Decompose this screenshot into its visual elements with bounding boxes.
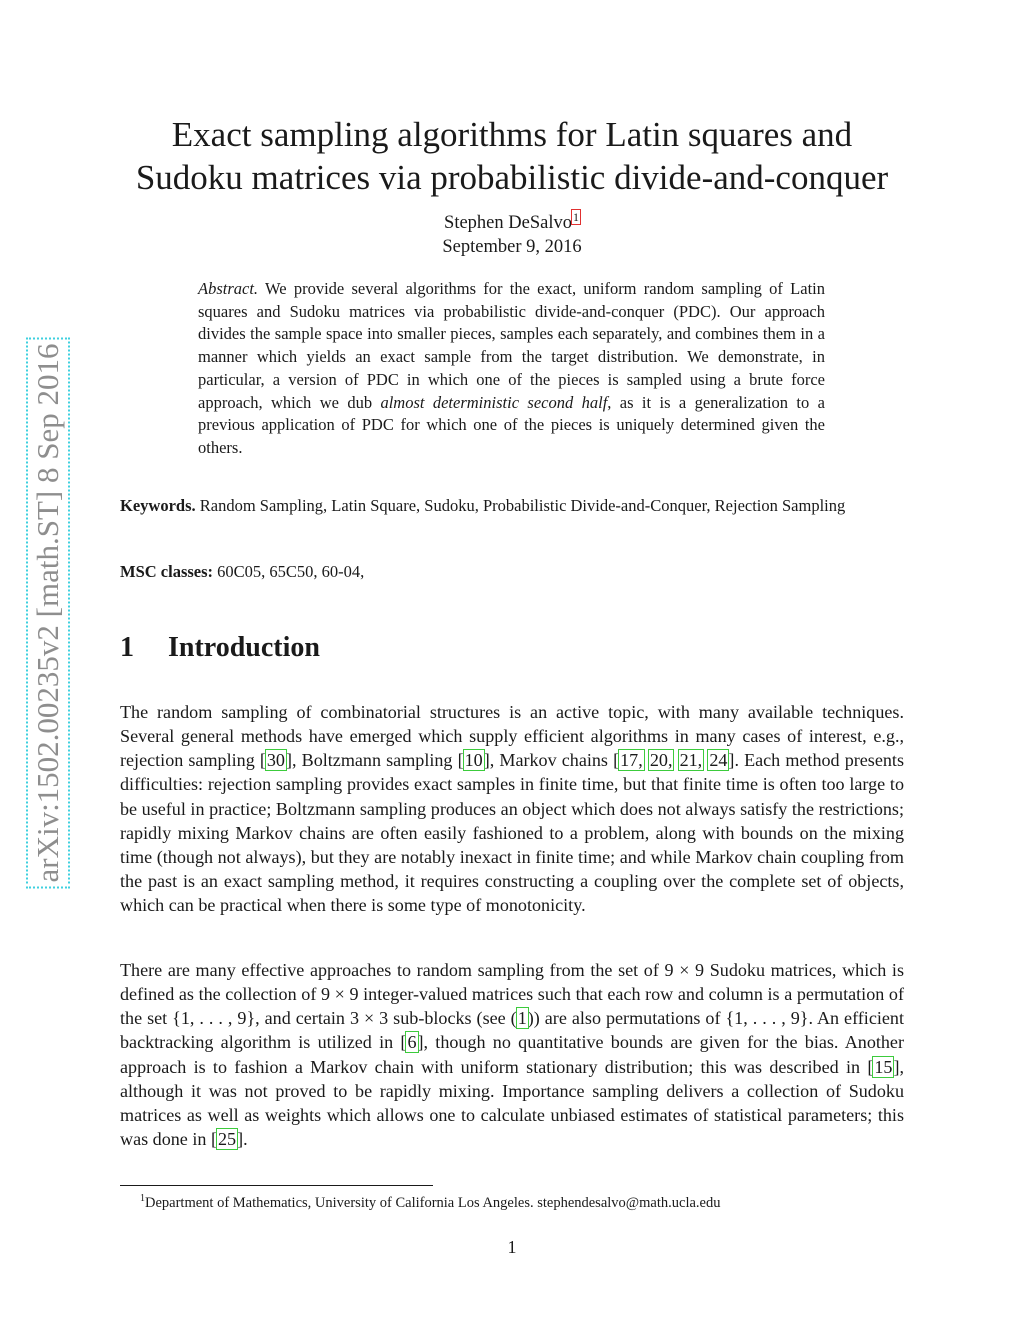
p1-text-1: The random sampling of combinatorial structures is an active topic, with many available techniques. Several general methods have emerged which supply efficient algorithms in many cases of interest, e.g., rejection sampling <box>120 702 904 771</box>
section-heading <box>120 630 320 666</box>
p1-text-4: . Each method presents difficulties: rejection sampling provides exact samples in finite time, but that finite time is often too large to be useful in practice; Boltzmann sampling produces an object which does not always satisfy the restrictions; rapidly mixing Markov chains are often easily fashioned to a problem, along with bounds on the mixing time (though not always), but they are notably inexact in finite time; and while Markov chain coupling from the past is an exact sampling method, it requires constructing a coupling over the complete set of objects, which can be practical when there is some type of monotonicity. <box>120 750 904 916</box>
citation-17[interactable]: 17, <box>620 750 643 771</box>
keywords-text: Random Sampling, Latin Square, Sudoku, Probabilistic Divide-and-Conquer, Rejection Sampling <box>195 496 846 515</box>
p2-text-2: )) are also permutations of {1, . . . , 9}. An efficient backtracking algorithm is utilized in <box>120 1008 904 1053</box>
intro-paragraph-1: The random sampling of combinatorial structures is an active topic, with many available techniques. Several general methods have emerged which supply efficient algorithms in many cases of interest, e.g., rejection sampling [30], Boltzmann sampling [10], Markov chains [17, 20, 21, 24]. Each method presents difficulties: rejection sampling provides exact samples in finite time, but that finite time is often too large to be useful in practice; Boltzmann sampling produces an object which does not always satisfy the restrictions; rapidly mixing Markov chains are often easily fashioned to a problem, along with bounds on the mixing time (though not always), but they are notably inexact in finite time; and while Markov chain coupling from the past is an exact sampling method, it requires constructing a coupling over the complete set of objects, which can be practical when there is some type of monotonicity. <box>120 702 904 916</box>
equation-ref-1[interactable]: 1 <box>517 1008 527 1029</box>
arxiv-stamp[interactable] <box>28 310 68 915</box>
msc-label: MSC classes: <box>120 562 214 581</box>
author-name: Stephen DeSalvo <box>444 213 572 234</box>
p2-text-3: , though no quantitative bounds are given for the bias. Another approach is to fashion a Markov chain with uniform stationary distribution; this was described in <box>120 1032 904 1077</box>
title-line-2: Sudoku matrices via probabilistic divide-and-conquer <box>135 158 889 197</box>
abstract-text-1: We provide several algorithms for the exact, uniform random sampling of Latin squares and Sudoku matrices via probabilistic divide-and-conquer (PDC). Our approach divides the sample space into smaller pieces, samples each separately, and combines them in a manner which yields an exact sample from the target distribution. We demonstrate, in particular, a version of PDC in which one of the pieces is sampled using a brute force approach, which we dub <box>198 279 825 412</box>
citation-10[interactable]: 10 <box>464 750 483 771</box>
section-title: Introduction <box>168 632 320 663</box>
page-number: 1 <box>507 1237 517 1257</box>
p2-text-4: , although it was not proved to be rapidly mixing. Importance sampling delivers a collection of Sudoku matrices as well as weights which allows one to calculate unbiased estimates of statistical parameters; this was done in <box>120 1056 904 1150</box>
footnote <box>120 1189 904 1213</box>
abstract <box>198 278 825 460</box>
abstract-label: Abstract. <box>198 279 259 298</box>
title-line-1: Exact sampling algorithms for Latin squares and <box>171 115 853 154</box>
citation-21[interactable]: 21, <box>679 750 703 771</box>
author-line <box>120 205 904 235</box>
citation-6[interactable]: 6 <box>407 1032 417 1053</box>
keywords <box>120 494 904 517</box>
abstract-text-2: , as it is a generalization to a previous application of PDC for which one of the pieces is uniquely determined given the others. <box>198 392 825 457</box>
msc-classes <box>120 560 904 583</box>
paper-title <box>80 113 944 199</box>
footnote-link[interactable]: 1 <box>572 210 579 224</box>
footnote-mark: 1 <box>140 1193 145 1204</box>
citation-24[interactable]: 24 <box>709 750 728 771</box>
abstract-emphasis: almost deterministic second half <box>380 392 608 412</box>
citation-20[interactable]: 20, <box>649 750 673 771</box>
citation-15[interactable]: 15 <box>874 1056 893 1077</box>
paper-date: September 9, 2016 <box>442 237 582 257</box>
msc-text: 60C05, 65C50, 60-04, <box>213 562 365 581</box>
section-number: 1 <box>120 632 134 663</box>
p2-text-5: . <box>243 1129 248 1150</box>
citation-30[interactable]: 30 <box>266 750 285 771</box>
intro-paragraph-2: There are many effective approaches to random sampling from the set of 9 × 9 Sudoku matrices, which is defined as the collection of 9 × 9 integer-valued matrices such that each row and column is a permutation of the set {1, . . . , 9}, and certain 3 × 3 sub-blocks (see (1)) are also permutations of {1, . . . , 9}. An efficient backtracking algorithm is utilized in [6], though no quantitative bounds are given for the bias. Another approach is to fashion a Markov chain with uniform stationary distribution; this was described in [15], although it was not proved to be rapidly mixing. Importance sampling delivers a collection of Sudoku matrices as well as weights which allows one to calculate unbiased estimates of statistical parameters; this was done in [25]. <box>120 960 904 1150</box>
arxiv-stamp-text[interactable]: arXiv:1502.00235v2 [math.ST] 8 Sep 2016 <box>30 342 65 883</box>
footnote-text: Department of Mathematics, University of California Los Angeles. stephendesalvo@math.ucla.edu <box>145 1194 721 1211</box>
p1-text-3: , Markov chains <box>489 750 614 771</box>
citation-25[interactable]: 25 <box>218 1129 237 1150</box>
p1-text-2: , Boltzmann sampling <box>292 750 458 771</box>
p2-text-1: There are many effective approaches to random sampling from the set of 9 × 9 Sudoku matrices, which is defined as the collection of 9 × 9 integer-valued matrices such that each row and column is a permutation of the set {1, . . . , 9}, and certain 3 × 3 sub-blocks (see ( <box>120 960 904 1029</box>
footnote-divider <box>120 1185 433 1186</box>
keywords-label: Keywords. <box>120 496 196 515</box>
